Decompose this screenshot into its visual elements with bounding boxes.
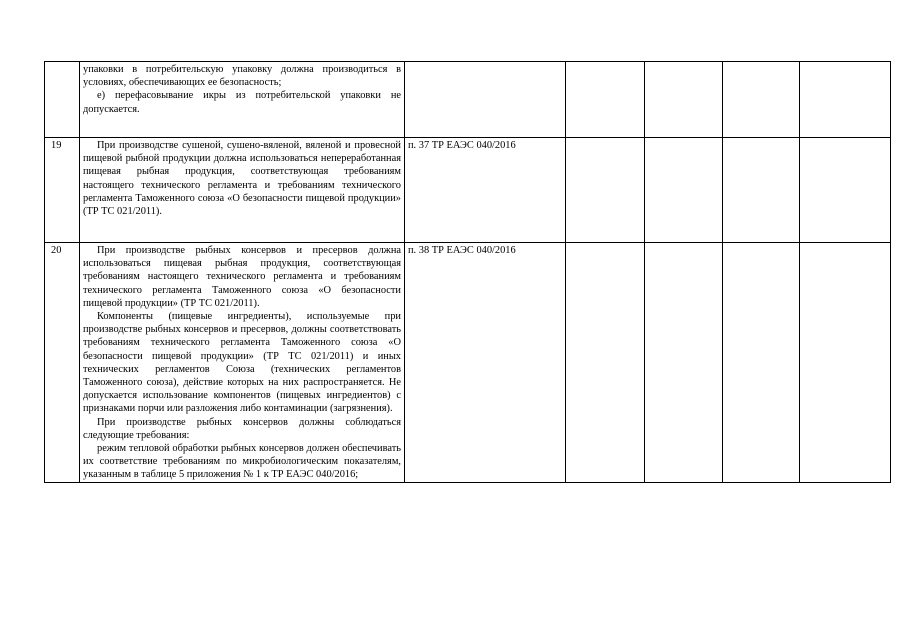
row-number: 20 bbox=[45, 243, 80, 483]
empty-cell bbox=[645, 243, 723, 483]
row-number: 19 bbox=[45, 138, 80, 243]
requirement-text bbox=[80, 62, 405, 138]
reference-cell bbox=[405, 62, 566, 138]
reference-cell: п. 38 ТР ЕАЭС 040/2016 bbox=[405, 243, 566, 483]
empty-cell bbox=[645, 138, 723, 243]
table-row bbox=[45, 138, 891, 243]
empty-cell bbox=[800, 62, 891, 138]
requirements-table bbox=[44, 61, 891, 483]
empty-cell bbox=[723, 138, 800, 243]
empty-cell bbox=[566, 138, 645, 243]
requirement-paragraph: режим тепловой обработки рыбных консервов должен обеспечивать их соответствие требованиям по микробиологическим показателям, указанным в таблице 5 приложения № 1 к ТР ЕАЭС 040/2016; bbox=[83, 443, 401, 481]
requirement-text bbox=[80, 138, 405, 243]
table-row bbox=[45, 243, 891, 483]
empty-cell bbox=[645, 62, 723, 138]
empty-cell bbox=[566, 62, 645, 138]
requirement-paragraph: При производстве рыбных консервов и пресервов должна использоваться пищевая рыбная продукция, соответствующая требованиям настоящего технического регламента и требованиям технического регламента Таможенного союза «О безопасности пищевой продукции» (ТР ТС 021/2011). bbox=[83, 245, 401, 309]
requirement-paragraph: Компоненты (пищевые ингредиенты), используемые при производстве рыбных консервов и пресервов, должны соответствовать требованиям технического регламента Таможенного союза «О безопасности пищевой продукции» (ТР ТС 021/2011) и иных технических регламентов Союза (технических регламентов Таможенного союза), действие которых на них распространяется. Не допускается использование компонентов (пищевых ингредиентов) с признаками порчи или разложения либо контаминации (загрязнения). bbox=[83, 311, 401, 415]
empty-cell bbox=[566, 243, 645, 483]
requirement-paragraph: При производстве сушеной, сушено-вяленой, вяленой и провесной пищевой рыбной продукции должна использоваться непереработанная пищевая рыбная продукция, соответствующая требованиям настоящего технического регламента и требованиям технического регламента Таможенного союза «О безопасности пищевой продукции» (ТР ТС 021/2011). bbox=[83, 140, 401, 218]
reference-cell: п. 37 ТР ЕАЭС 040/2016 bbox=[405, 138, 566, 243]
empty-cell bbox=[723, 62, 800, 138]
table-row bbox=[45, 62, 891, 138]
requirement-paragraph: е) перефасовывание икры из потребительской упаковки не допускается. bbox=[83, 90, 401, 115]
requirement-paragraph: упаковки в потребительскую упаковку должна производиться в условиях, обеспечивающих ее безопасность; bbox=[83, 64, 401, 89]
row-number bbox=[45, 62, 80, 138]
empty-cell bbox=[723, 243, 800, 483]
empty-cell bbox=[800, 243, 891, 483]
requirement-paragraph: При производстве рыбных консервов должны соблюдаться следующие требования: bbox=[83, 416, 401, 441]
requirement-text bbox=[80, 243, 405, 483]
empty-cell bbox=[800, 138, 891, 243]
